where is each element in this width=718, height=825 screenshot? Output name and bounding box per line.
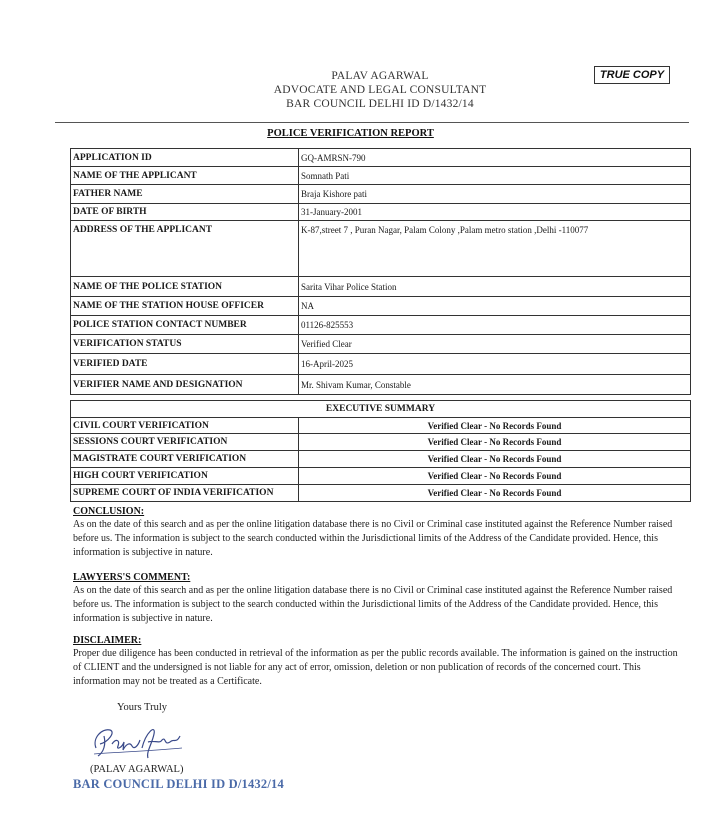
row-label: CIVIL COURT VERIFICATION [71, 418, 299, 434]
table-row [71, 316, 691, 335]
lawyers-comment-title: LAWYERS'S COMMENT: [73, 572, 191, 583]
row-value: 01126-825553 [299, 316, 691, 335]
table-row [71, 221, 691, 277]
summary-header-row [71, 401, 691, 418]
lawyer-name: PALAV AGARWAL [331, 70, 429, 82]
row-value: Verified Clear - No Records Found [299, 434, 691, 451]
conclusion-text: As on the date of this search and as per the online litigation database there is no Civil or Criminal case instituted against the Reference Number raised before us. The information is subject to the search conducted within the Jurisdictional limits of the Address of the Candidate provided. Hence, this information is subjective in nature. [73, 519, 673, 558]
table-row [71, 451, 691, 468]
executive-summary-title: EXECUTIVE SUMMARY [71, 401, 691, 418]
table-row [71, 335, 691, 354]
executive-summary-table [70, 400, 691, 502]
row-value: Somnath Pati [299, 167, 691, 185]
signature-name: (PALAV AGARWAL) [90, 764, 184, 775]
table-row [71, 185, 691, 204]
table-row [71, 149, 691, 167]
row-value: GQ-AMRSN-790 [299, 149, 691, 167]
row-value: Verified Clear - No Records Found [299, 451, 691, 468]
report-title: POLICE VERIFICATION REPORT [267, 128, 434, 139]
row-label: SESSIONS COURT VERIFICATION [71, 434, 299, 451]
row-label: MAGISTRATE COURT VERIFICATION [71, 451, 299, 468]
table-row [71, 354, 691, 375]
table-row [71, 204, 691, 221]
conclusion-section [73, 505, 688, 560]
table-row [71, 418, 691, 434]
row-label: VERIFIED DATE [71, 354, 299, 375]
table-row [71, 167, 691, 185]
row-label: SUPREME COURT OF INDIA VERIFICATION [71, 485, 299, 502]
row-value: Verified Clear - No Records Found [299, 485, 691, 502]
row-value: Verified Clear - No Records Found [299, 418, 691, 434]
table-row [71, 375, 691, 395]
signature-image [90, 718, 190, 765]
row-label: NAME OF THE STATION HOUSE OFFICER [71, 297, 299, 316]
row-value: Sarita Vihar Police Station [299, 277, 691, 297]
row-value: 31-January-2001 [299, 204, 691, 221]
row-label: POLICE STATION CONTACT NUMBER [71, 316, 299, 335]
table-row [71, 297, 691, 316]
header-bar-id: BAR COUNCIL DELHI ID D/1432/14 [286, 98, 474, 110]
row-label: HIGH COURT VERIFICATION [71, 468, 299, 485]
table-row [71, 434, 691, 451]
closing-salutation: Yours Truly [117, 702, 168, 713]
row-value: Mr. Shivam Kumar, Constable [299, 375, 691, 395]
details-table [70, 148, 691, 395]
row-label: VERIFICATION STATUS [71, 335, 299, 354]
row-value: NA [299, 297, 691, 316]
table-row [71, 277, 691, 297]
row-value: 16-April-2025 [299, 354, 691, 375]
disclaimer-text: Proper due diligence has been conducted in retrieval of the information as per the public records available. The information is gained on the instruction of CLIENT and the undersigned is not liable for any act of error, omission, deletion or non publication of records of the concerned court. This information may not be treated as a Certificate. [73, 648, 678, 687]
header-divider [55, 122, 689, 123]
table-row [71, 468, 691, 485]
row-value: K-87,street 7 , Puran Nagar, Palam Colony ,Palam metro station ,Delhi -110077 [299, 221, 691, 277]
lawyers-comment-section [73, 571, 688, 626]
row-value: Verified Clear [299, 335, 691, 354]
disclaimer-title: DISCLAIMER: [73, 635, 142, 646]
lawyer-title: ADVOCATE AND LEGAL CONSULTANT [273, 84, 487, 96]
footer-bar-id: BAR COUNCIL DELHI ID D/1432/14 [73, 777, 284, 791]
table-row [71, 485, 691, 502]
row-label: NAME OF THE POLICE STATION [71, 277, 299, 297]
row-label: VERIFIER NAME AND DESIGNATION [71, 375, 299, 395]
row-value: Braja Kishore pati [299, 185, 691, 204]
row-label: FATHER NAME [71, 185, 299, 204]
conclusion-title: CONCLUSION: [73, 506, 145, 517]
row-label: NAME OF THE APPLICANT [71, 167, 299, 185]
lawyers-comment-text: As on the date of this search and as per the online litigation database there is no Civil or Criminal case instituted against the Reference Number raised before us. The information is subject to the search conducted within the Jurisdictional limits of the Address of the Candidate provided. Hence, this information is subjective in nature. [73, 585, 673, 624]
disclaimer-section [73, 634, 688, 689]
row-value: Verified Clear - No Records Found [299, 468, 691, 485]
row-label: ADDRESS OF THE APPLICANT [71, 221, 299, 277]
row-label: APPLICATION ID [71, 149, 299, 167]
true-copy-stamp: TRUE COPY [594, 66, 670, 84]
row-label: DATE OF BIRTH [71, 204, 299, 221]
